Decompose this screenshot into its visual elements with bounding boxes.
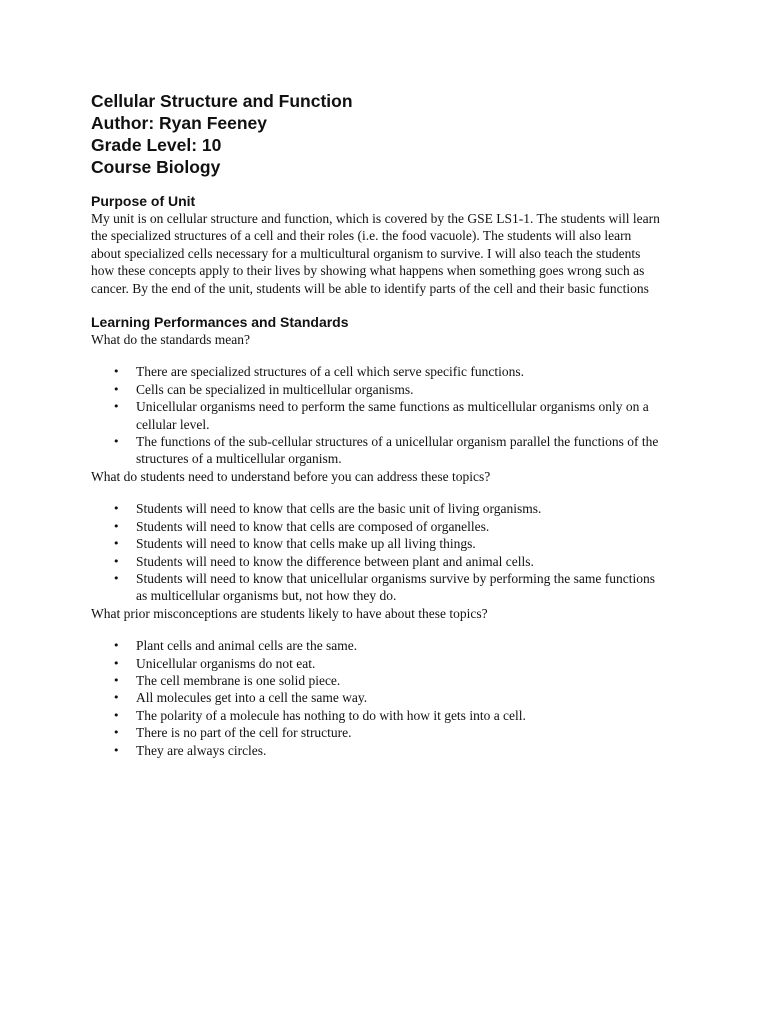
- list-item: [91, 518, 661, 535]
- bullet-icon: •: [113, 708, 120, 722]
- list-item-text: Unicellular organisms need to perform the same functions as multicellular organisms only on a cellular level.: [136, 399, 649, 432]
- bullet-icon: •: [113, 554, 120, 568]
- list-item-text: The polarity of a molecule has nothing to do with how it gets into a cell.: [136, 707, 526, 723]
- purpose-paragraph: My unit is on cellular structure and function, which is covered by the GSE LS1-1. The students will learn the specialized structures of a cell and their roles (i.e. the food vacuole). The students will also learn about specialized cells necessary for a multicultural organism to survive. I will also teach the students how these concepts apply to their lives by showing what happens when something goes wrong such as cancer. By the end of the unit, students will be able to identify parts of the cell and their basic functions: [91, 211, 660, 296]
- list-item-text: Students will need to know that cells make up all living things.: [136, 536, 476, 552]
- standards-question: What do the standards mean?: [91, 332, 250, 348]
- list-item: [91, 655, 661, 672]
- list-item-text: Students will need to know that cells are composed of organelles.: [136, 518, 490, 534]
- list-item-text: All molecules get into a cell the same way.: [136, 690, 368, 706]
- list-item: [91, 707, 661, 724]
- list-item-text: The functions of the sub-cellular structures of a unicellular organism parallel the functions of the structures of a multicellular organism.: [136, 434, 659, 467]
- list-item-text: Students will need to know that unicellular organisms survive by performing the same functions as multicellular organisms but, not how they do.: [136, 570, 656, 604]
- misconceptions-list: [91, 637, 661, 759]
- bullet-icon: •: [113, 639, 120, 653]
- list-item: [91, 570, 661, 605]
- bullet-icon: •: [113, 571, 120, 585]
- standards-list: [91, 363, 661, 467]
- list-item: [91, 724, 661, 741]
- prerequisites-list: [91, 500, 661, 604]
- bullet-icon: •: [113, 502, 120, 516]
- list-item: [91, 637, 661, 654]
- list-item: [91, 742, 661, 759]
- title-block: [91, 90, 691, 178]
- list-item-text: Unicellular organisms do not eat.: [136, 655, 316, 671]
- list-item: [91, 381, 661, 398]
- document-body: [91, 90, 691, 759]
- list-item-text: Plant cells and animal cells are the same.: [136, 638, 358, 654]
- list-item-text: Cells can be specialized in multicellular organisms.: [136, 381, 414, 397]
- bullet-icon: •: [113, 656, 120, 670]
- course-name: Course Biology: [91, 157, 221, 177]
- list-item-text: There is no part of the cell for structure.: [136, 725, 352, 741]
- bullet-icon: •: [113, 691, 120, 705]
- bullet-icon: •: [113, 382, 120, 396]
- purpose-heading: Purpose of Unit: [91, 193, 196, 209]
- misconceptions-question: What prior misconceptions are students likely to have about these topics?: [91, 605, 488, 621]
- list-item: [91, 535, 661, 552]
- list-item: [91, 363, 661, 380]
- list-item-text: Students will need to know the difference between plant and animal cells.: [136, 553, 534, 569]
- bullet-icon: •: [113, 743, 120, 757]
- list-item: [91, 689, 661, 706]
- bullet-icon: •: [113, 365, 120, 379]
- learning-heading: Learning Performances and Standards: [91, 314, 349, 331]
- list-item-text: Students will need to know that cells are the basic unit of living organisms.: [136, 501, 542, 517]
- bullet-icon: •: [113, 400, 120, 414]
- list-item: [91, 433, 661, 468]
- bullet-icon: •: [113, 537, 120, 551]
- list-item: [91, 553, 661, 570]
- bullet-icon: •: [113, 673, 120, 687]
- bullet-icon: •: [113, 435, 120, 449]
- document-author: Author: Ryan Feeney: [91, 113, 267, 133]
- bullet-icon: •: [113, 519, 120, 533]
- grade-level: Grade Level: 10: [91, 135, 222, 155]
- list-item-text: The cell membrane is one solid piece.: [136, 672, 341, 688]
- list-item: [91, 500, 661, 517]
- prerequisites-question: What do students need to understand before you can address these topics?: [91, 468, 491, 484]
- list-item: [91, 672, 661, 689]
- list-item-text: There are specialized structures of a cell which serve specific functions.: [136, 364, 524, 380]
- document-title: Cellular Structure and Function: [91, 91, 353, 111]
- list-item-text: They are always circles.: [136, 742, 267, 758]
- list-item: [91, 398, 661, 433]
- bullet-icon: •: [113, 726, 120, 740]
